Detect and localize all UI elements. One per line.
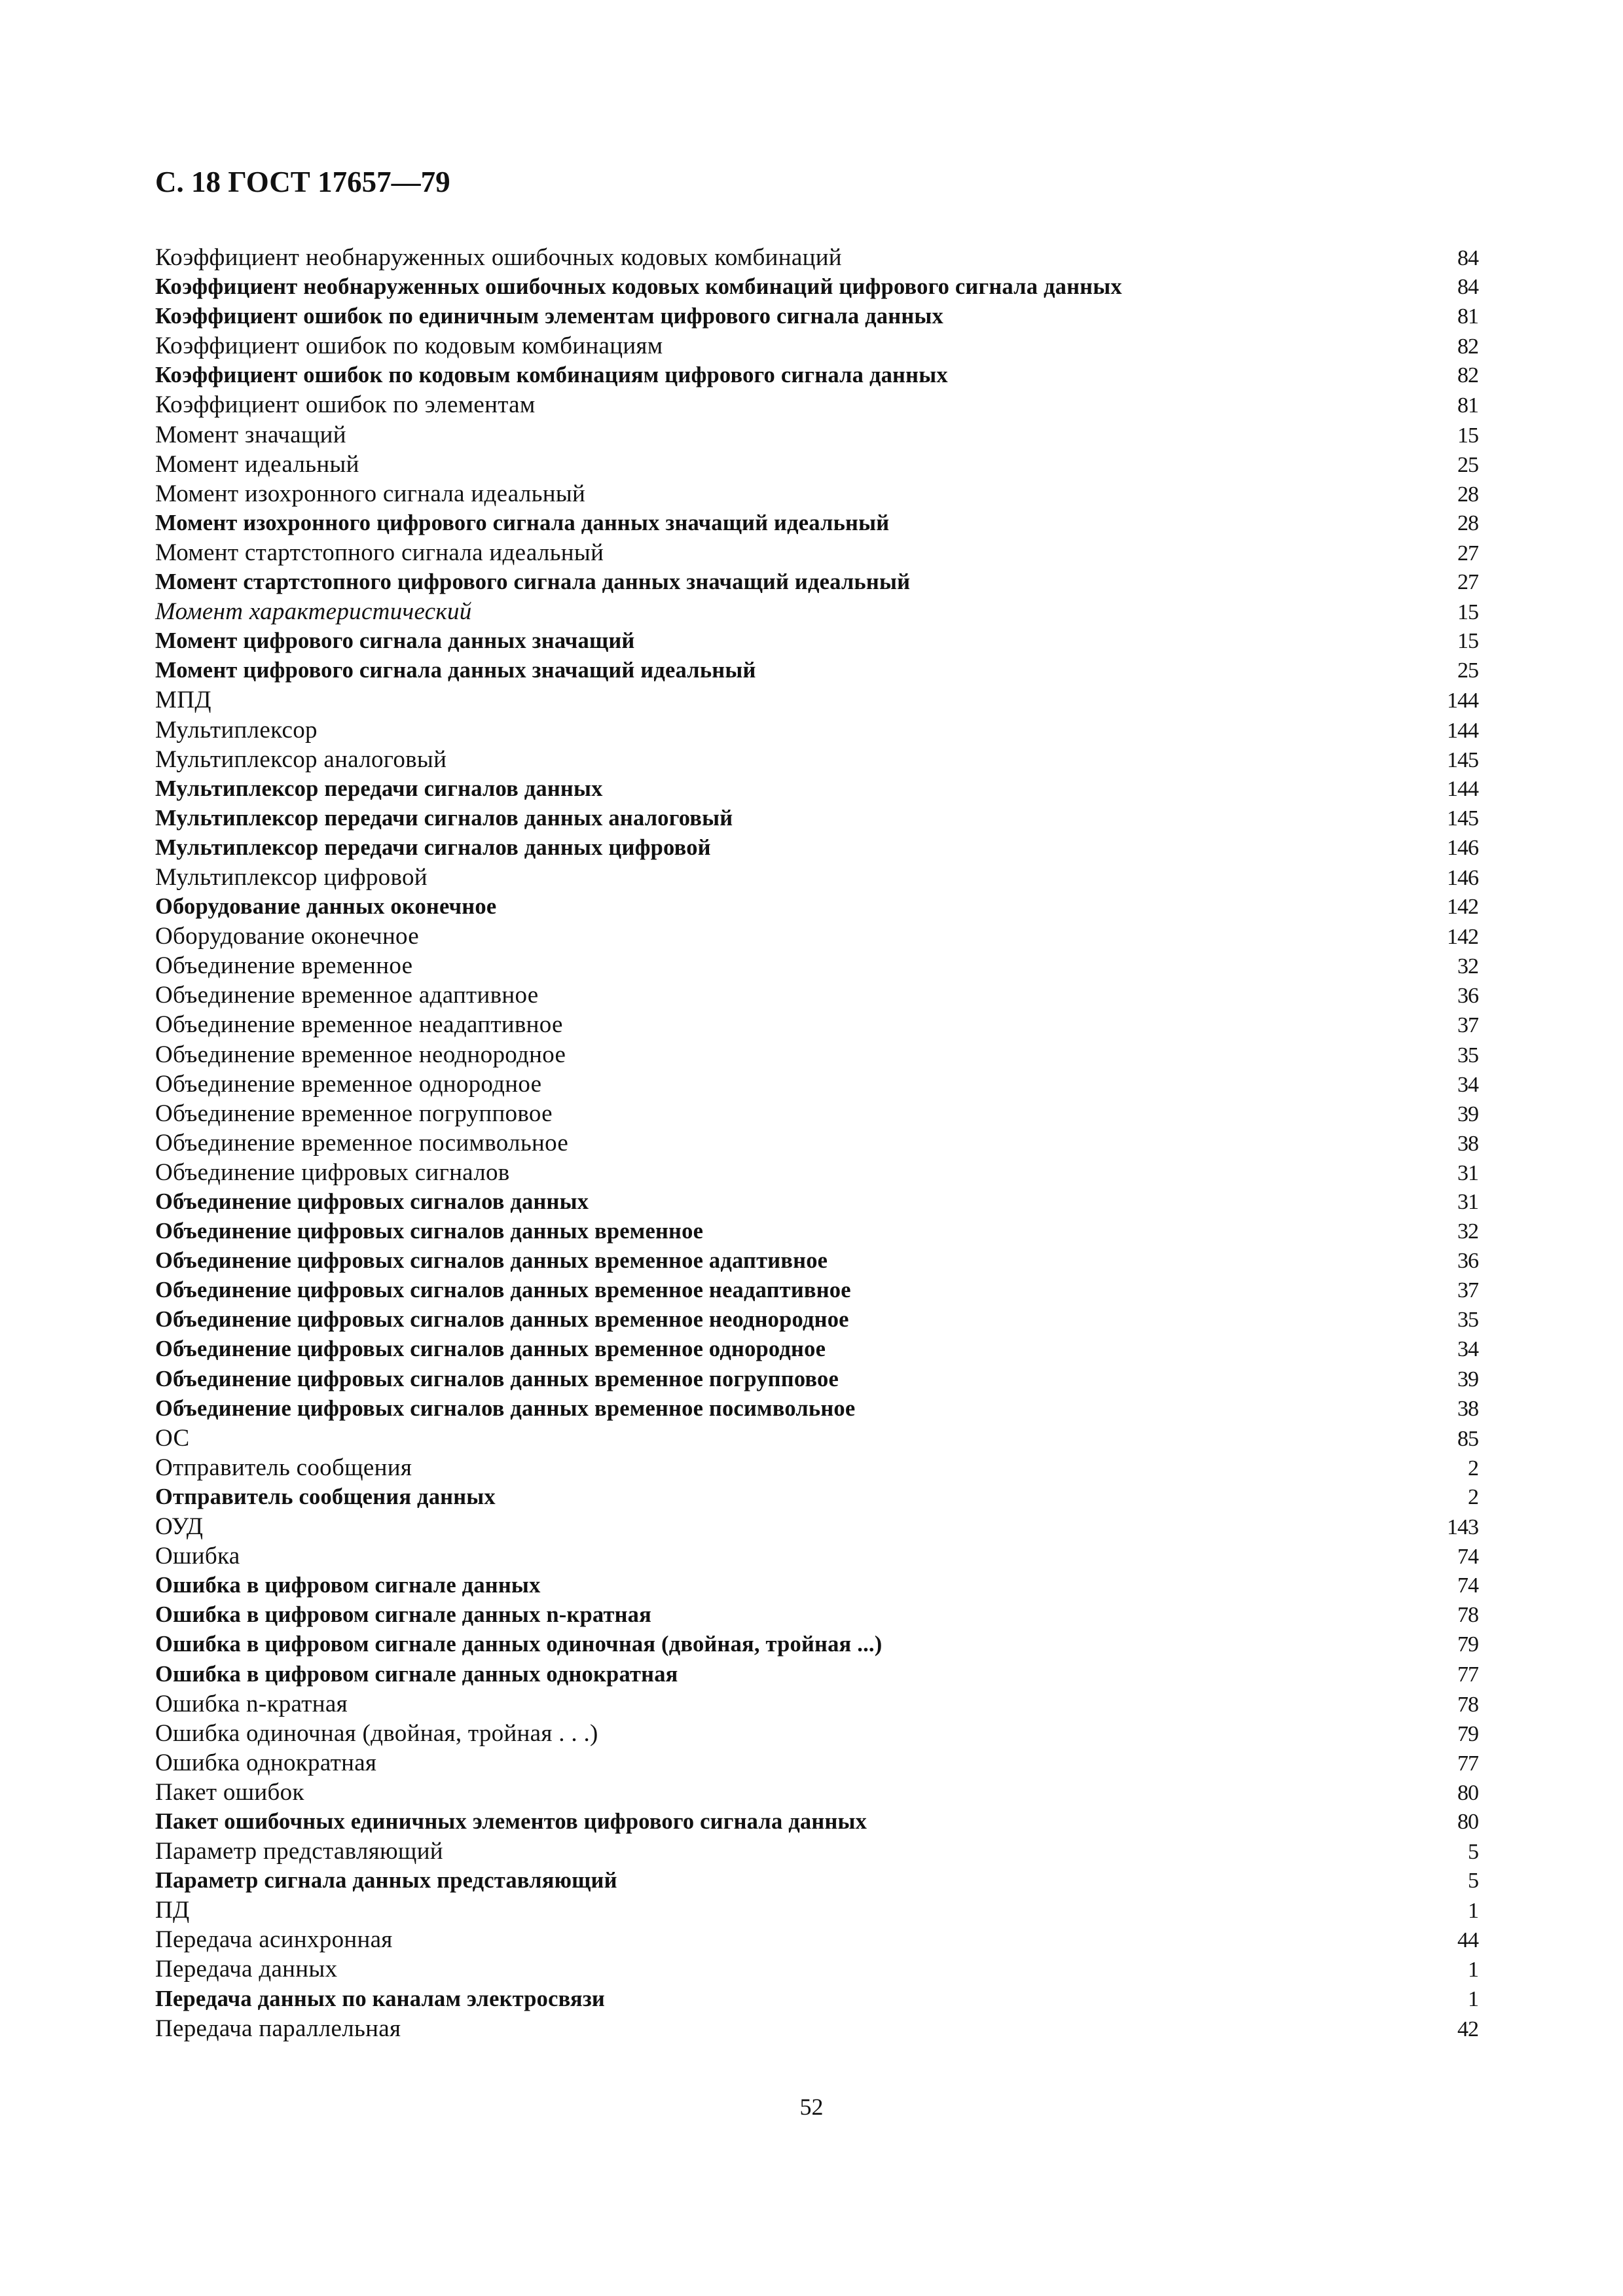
index-page-ref: 32	[1457, 954, 1478, 979]
index-entry	[155, 1571, 1478, 1600]
index-page-ref: 37	[1457, 1013, 1478, 1038]
index-term: Пакет ошибок	[155, 1778, 304, 1806]
index-term: МПД	[155, 687, 211, 714]
index-entry	[155, 509, 1478, 538]
index-term: Момент характеристический	[155, 598, 472, 626]
index-entry	[155, 1069, 1478, 1099]
index-term: Коэффициент необнаруженных ошибочных кодовых комбинаций	[155, 244, 842, 271]
index-page-ref: 28	[1457, 511, 1478, 535]
index-term: ПД	[155, 1897, 190, 1924]
index-page-ref: 80	[1457, 1809, 1478, 1834]
index-entry	[155, 331, 1478, 361]
index-entry	[155, 1246, 1478, 1276]
index-term: Мультиплексор передачи сигналов данных аналоговый	[155, 805, 733, 831]
index-entry	[155, 1895, 1478, 1925]
index-term: Ошибка однократная	[155, 1749, 377, 1776]
index-page-ref: 144	[1447, 776, 1478, 801]
index-page-ref: 25	[1457, 658, 1478, 683]
term-index-list	[155, 243, 1478, 2043]
index-page-ref: 38	[1457, 1396, 1478, 1421]
index-entry	[155, 1276, 1478, 1305]
index-entry	[155, 980, 1478, 1010]
index-term: Мультиплексор передачи сигналов данных	[155, 776, 603, 801]
index-page-ref: 82	[1457, 363, 1478, 388]
index-entry	[155, 626, 1478, 656]
index-entry	[155, 774, 1478, 804]
index-entry	[155, 1925, 1478, 1954]
index-page-ref: 5	[1468, 1869, 1478, 1893]
index-entry	[155, 863, 1478, 892]
index-term: Момент значащий	[155, 421, 346, 448]
index-term: Коэффициент ошибок по элементам	[155, 391, 536, 419]
index-term: Передача данных	[155, 1956, 338, 1983]
index-entry	[155, 833, 1478, 863]
index-page-ref: 39	[1457, 1367, 1478, 1391]
index-page-ref: 25	[1457, 452, 1478, 477]
index-page-ref: 84	[1457, 246, 1478, 270]
index-term: Объединение временное	[155, 952, 413, 980]
index-term: Объединение цифровых сигналов данных временное адаптивное	[155, 1248, 828, 1274]
index-entry	[155, 656, 1478, 685]
index-term: Коэффициент необнаруженных ошибочных кодовых комбинаций цифрового сигнала данных	[155, 274, 1122, 300]
index-entry	[155, 390, 1478, 420]
index-term: Момент изохронного сигнала идеальный	[155, 480, 586, 507]
index-entry	[155, 1541, 1478, 1571]
index-term: Объединение временное неоднородное	[155, 1041, 566, 1068]
index-term: Отправитель сообщения	[155, 1454, 412, 1481]
index-term: Мультиплексор передачи сигналов данных цифровой	[155, 834, 711, 860]
index-entry	[155, 1837, 1478, 1866]
index-term: Объединение цифровых сигналов данных временное однородное	[155, 1336, 826, 1362]
index-page-ref: 77	[1457, 1751, 1478, 1776]
index-term: Объединение цифровых сигналов данных временное	[155, 1219, 704, 1244]
index-entry	[155, 479, 1478, 509]
index-page-ref: 142	[1447, 925, 1478, 950]
index-page-ref: 142	[1447, 895, 1478, 920]
index-page-ref: 34	[1457, 1337, 1478, 1362]
index-page-ref: 81	[1457, 393, 1478, 418]
index-entry	[155, 1217, 1478, 1246]
index-term: Ошибка в цифровом сигнале данных	[155, 1573, 541, 1598]
index-term: Передача данных по каналам электросвязи	[155, 1986, 605, 2011]
index-page-ref: 74	[1457, 1573, 1478, 1598]
index-entry	[155, 1394, 1478, 1424]
index-term: Оборудование данных оконечное	[155, 894, 497, 920]
index-term: Оборудование оконечное	[155, 923, 420, 950]
index-page-ref: 2	[1468, 1456, 1478, 1480]
index-term: ОС	[155, 1424, 190, 1452]
index-page-ref: 15	[1457, 600, 1478, 625]
index-page-ref: 35	[1457, 1308, 1478, 1333]
index-page-ref: 143	[1447, 1515, 1478, 1540]
index-page-ref: 15	[1457, 629, 1478, 654]
index-page-ref: 38	[1457, 1131, 1478, 1156]
index-entry	[155, 243, 1478, 272]
index-page-ref: 35	[1457, 1043, 1478, 1067]
index-entry	[155, 1158, 1478, 1187]
index-entry	[155, 922, 1478, 951]
index-page-ref: 32	[1457, 1219, 1478, 1244]
index-page-ref: 80	[1457, 1780, 1478, 1805]
index-term: Объединение цифровых сигналов данных временное погрупповое	[155, 1366, 839, 1391]
index-term: Момент изохронного цифрового сигнала данных значащий идеальный	[155, 510, 890, 535]
index-entry	[155, 1600, 1478, 1630]
index-term: Коэффициент ошибок по кодовым комбинациям цифрового сигнала данных	[155, 363, 948, 388]
index-entry	[155, 272, 1478, 302]
index-page-ref: 1	[1468, 1899, 1478, 1924]
index-page-ref: 36	[1457, 984, 1478, 1009]
index-entry	[155, 1719, 1478, 1748]
index-term: Ошибка в цифровом сигнале данных n-кратная	[155, 1602, 651, 1628]
index-page-ref: 1	[1468, 1958, 1478, 1982]
index-page-ref: 27	[1457, 541, 1478, 565]
index-entry	[155, 1453, 1478, 1482]
index-term: Коэффициент ошибок по кодовым комбинациям	[155, 332, 663, 360]
index-entry	[155, 1040, 1478, 1069]
index-term: Ошибка n-кратная	[155, 1690, 348, 1717]
index-entry	[155, 1305, 1478, 1335]
index-page-ref: 15	[1457, 423, 1478, 448]
index-page-ref: 145	[1447, 806, 1478, 831]
index-term: Мультиплексор цифровой	[155, 863, 428, 891]
index-page-ref: 27	[1457, 570, 1478, 595]
index-entry	[155, 2014, 1478, 2043]
index-entry	[155, 1630, 1478, 1659]
index-page-ref: 37	[1457, 1278, 1478, 1303]
index-page-ref: 146	[1447, 865, 1478, 890]
index-entry	[155, 685, 1478, 715]
index-page-ref: 44	[1457, 1928, 1478, 1953]
index-page-ref: 85	[1457, 1426, 1478, 1451]
index-page-ref: 2	[1468, 1484, 1478, 1509]
index-term: Момент стартстопного сигнала идеальный	[155, 539, 604, 566]
index-entry	[155, 597, 1478, 626]
index-term: Мультиплексор аналоговый	[155, 745, 447, 773]
index-page-ref: 144	[1447, 718, 1478, 743]
index-term: Ошибка одиночная (двойная, тройная . . .)	[155, 1719, 598, 1747]
index-entry	[155, 892, 1478, 922]
index-term: Объединение временное адаптивное	[155, 982, 539, 1009]
index-term: Отправитель сообщения данных	[155, 1484, 496, 1509]
page-number: 52	[799, 2094, 824, 2120]
index-entry	[155, 420, 1478, 450]
index-entry	[155, 1482, 1478, 1512]
index-term: Ошибка	[155, 1543, 240, 1570]
index-term: Момент идеальный	[155, 450, 359, 478]
index-term: Передача параллельная	[155, 2015, 401, 2042]
index-term: Передача асинхронная	[155, 1926, 393, 1954]
index-term: Объединение цифровых сигналов данных временное посимвольное	[155, 1395, 856, 1421]
index-term: Ошибка в цифровом сигнале данных однократная	[155, 1661, 678, 1687]
index-page-ref: 31	[1457, 1190, 1478, 1214]
index-entry	[155, 745, 1478, 774]
index-term: Коэффициент ошибок по единичным элементам цифрового сигнала данных	[155, 304, 943, 329]
index-term: Момент цифрового сигнала данных значащий идеальный	[155, 658, 756, 683]
index-page-ref: 77	[1457, 1662, 1478, 1687]
index-page-ref: 28	[1457, 482, 1478, 507]
index-page-ref: 79	[1457, 1632, 1478, 1657]
index-term: Объединение временное однородное	[155, 1070, 542, 1098]
index-entry	[155, 538, 1478, 567]
index-page-ref: 146	[1447, 835, 1478, 860]
index-term: Объединение временное посимвольное	[155, 1129, 569, 1157]
index-term: Параметр представляющий	[155, 1838, 443, 1865]
index-term: Момент цифрового сигнала данных значащий	[155, 628, 635, 654]
index-entry	[155, 1424, 1478, 1453]
index-entry	[155, 1512, 1478, 1541]
index-entry	[155, 804, 1478, 833]
index-page-ref: 84	[1457, 275, 1478, 300]
index-entry	[155, 1954, 1478, 1984]
index-page-ref: 78	[1457, 1692, 1478, 1717]
index-entry	[155, 715, 1478, 745]
index-entry	[155, 1984, 1478, 2014]
index-term: Ошибка в цифровом сигнале данных одиночная (двойная, тройная ...)	[155, 1632, 883, 1657]
index-page-ref: 39	[1457, 1102, 1478, 1126]
index-page-ref: 5	[1468, 1840, 1478, 1865]
index-entry	[155, 1365, 1478, 1394]
index-entry	[155, 1778, 1478, 1807]
index-term: Объединение цифровых сигналов данных временное неоднородное	[155, 1307, 849, 1333]
index-entry	[155, 1689, 1478, 1719]
index-entry	[155, 1660, 1478, 1689]
index-page-ref: 79	[1457, 1721, 1478, 1746]
index-entry	[155, 302, 1478, 331]
index-page-ref: 81	[1457, 304, 1478, 329]
index-term: Объединение временное неадаптивное	[155, 1011, 563, 1039]
index-page-ref: 34	[1457, 1072, 1478, 1097]
index-term: Мультиплексор	[155, 716, 318, 744]
index-term: Объединение цифровых сигналов данных	[155, 1189, 589, 1214]
index-term: Пакет ошибочных единичных элементов цифрового сигнала данных	[155, 1808, 867, 1834]
index-entry	[155, 1807, 1478, 1837]
index-term: Момент стартстопного цифрового сигнала данных значащий идеальный	[155, 569, 911, 595]
index-term: Параметр сигнала данных представляющий	[155, 1868, 617, 1893]
index-page-ref: 82	[1457, 334, 1478, 359]
index-term: Объединение временное погрупповое	[155, 1100, 553, 1127]
index-term: Объединение цифровых сигналов	[155, 1158, 510, 1186]
index-entry	[155, 450, 1478, 479]
index-entry	[155, 1099, 1478, 1128]
index-entry	[155, 1128, 1478, 1158]
index-page-ref: 31	[1457, 1160, 1478, 1185]
index-term: ОУД	[155, 1513, 204, 1541]
index-page-ref: 144	[1447, 689, 1478, 713]
index-entry	[155, 567, 1478, 597]
index-entry	[155, 1335, 1478, 1364]
index-page-ref: 36	[1457, 1249, 1478, 1274]
index-entry	[155, 1748, 1478, 1778]
index-entry	[155, 361, 1478, 390]
index-page-ref: 145	[1447, 747, 1478, 772]
index-entry	[155, 1187, 1478, 1217]
index-page-ref: 74	[1457, 1545, 1478, 1570]
index-page-ref: 78	[1457, 1603, 1478, 1628]
index-term: Объединение цифровых сигналов данных временное неадаптивное	[155, 1278, 851, 1303]
page-header: С. 18 ГОСТ 17657—79	[155, 166, 450, 198]
index-entry	[155, 1866, 1478, 1895]
index-entry	[155, 951, 1478, 980]
index-page-ref: 42	[1457, 2017, 1478, 2041]
index-entry	[155, 1010, 1478, 1039]
index-page-ref: 1	[1468, 1986, 1478, 2011]
